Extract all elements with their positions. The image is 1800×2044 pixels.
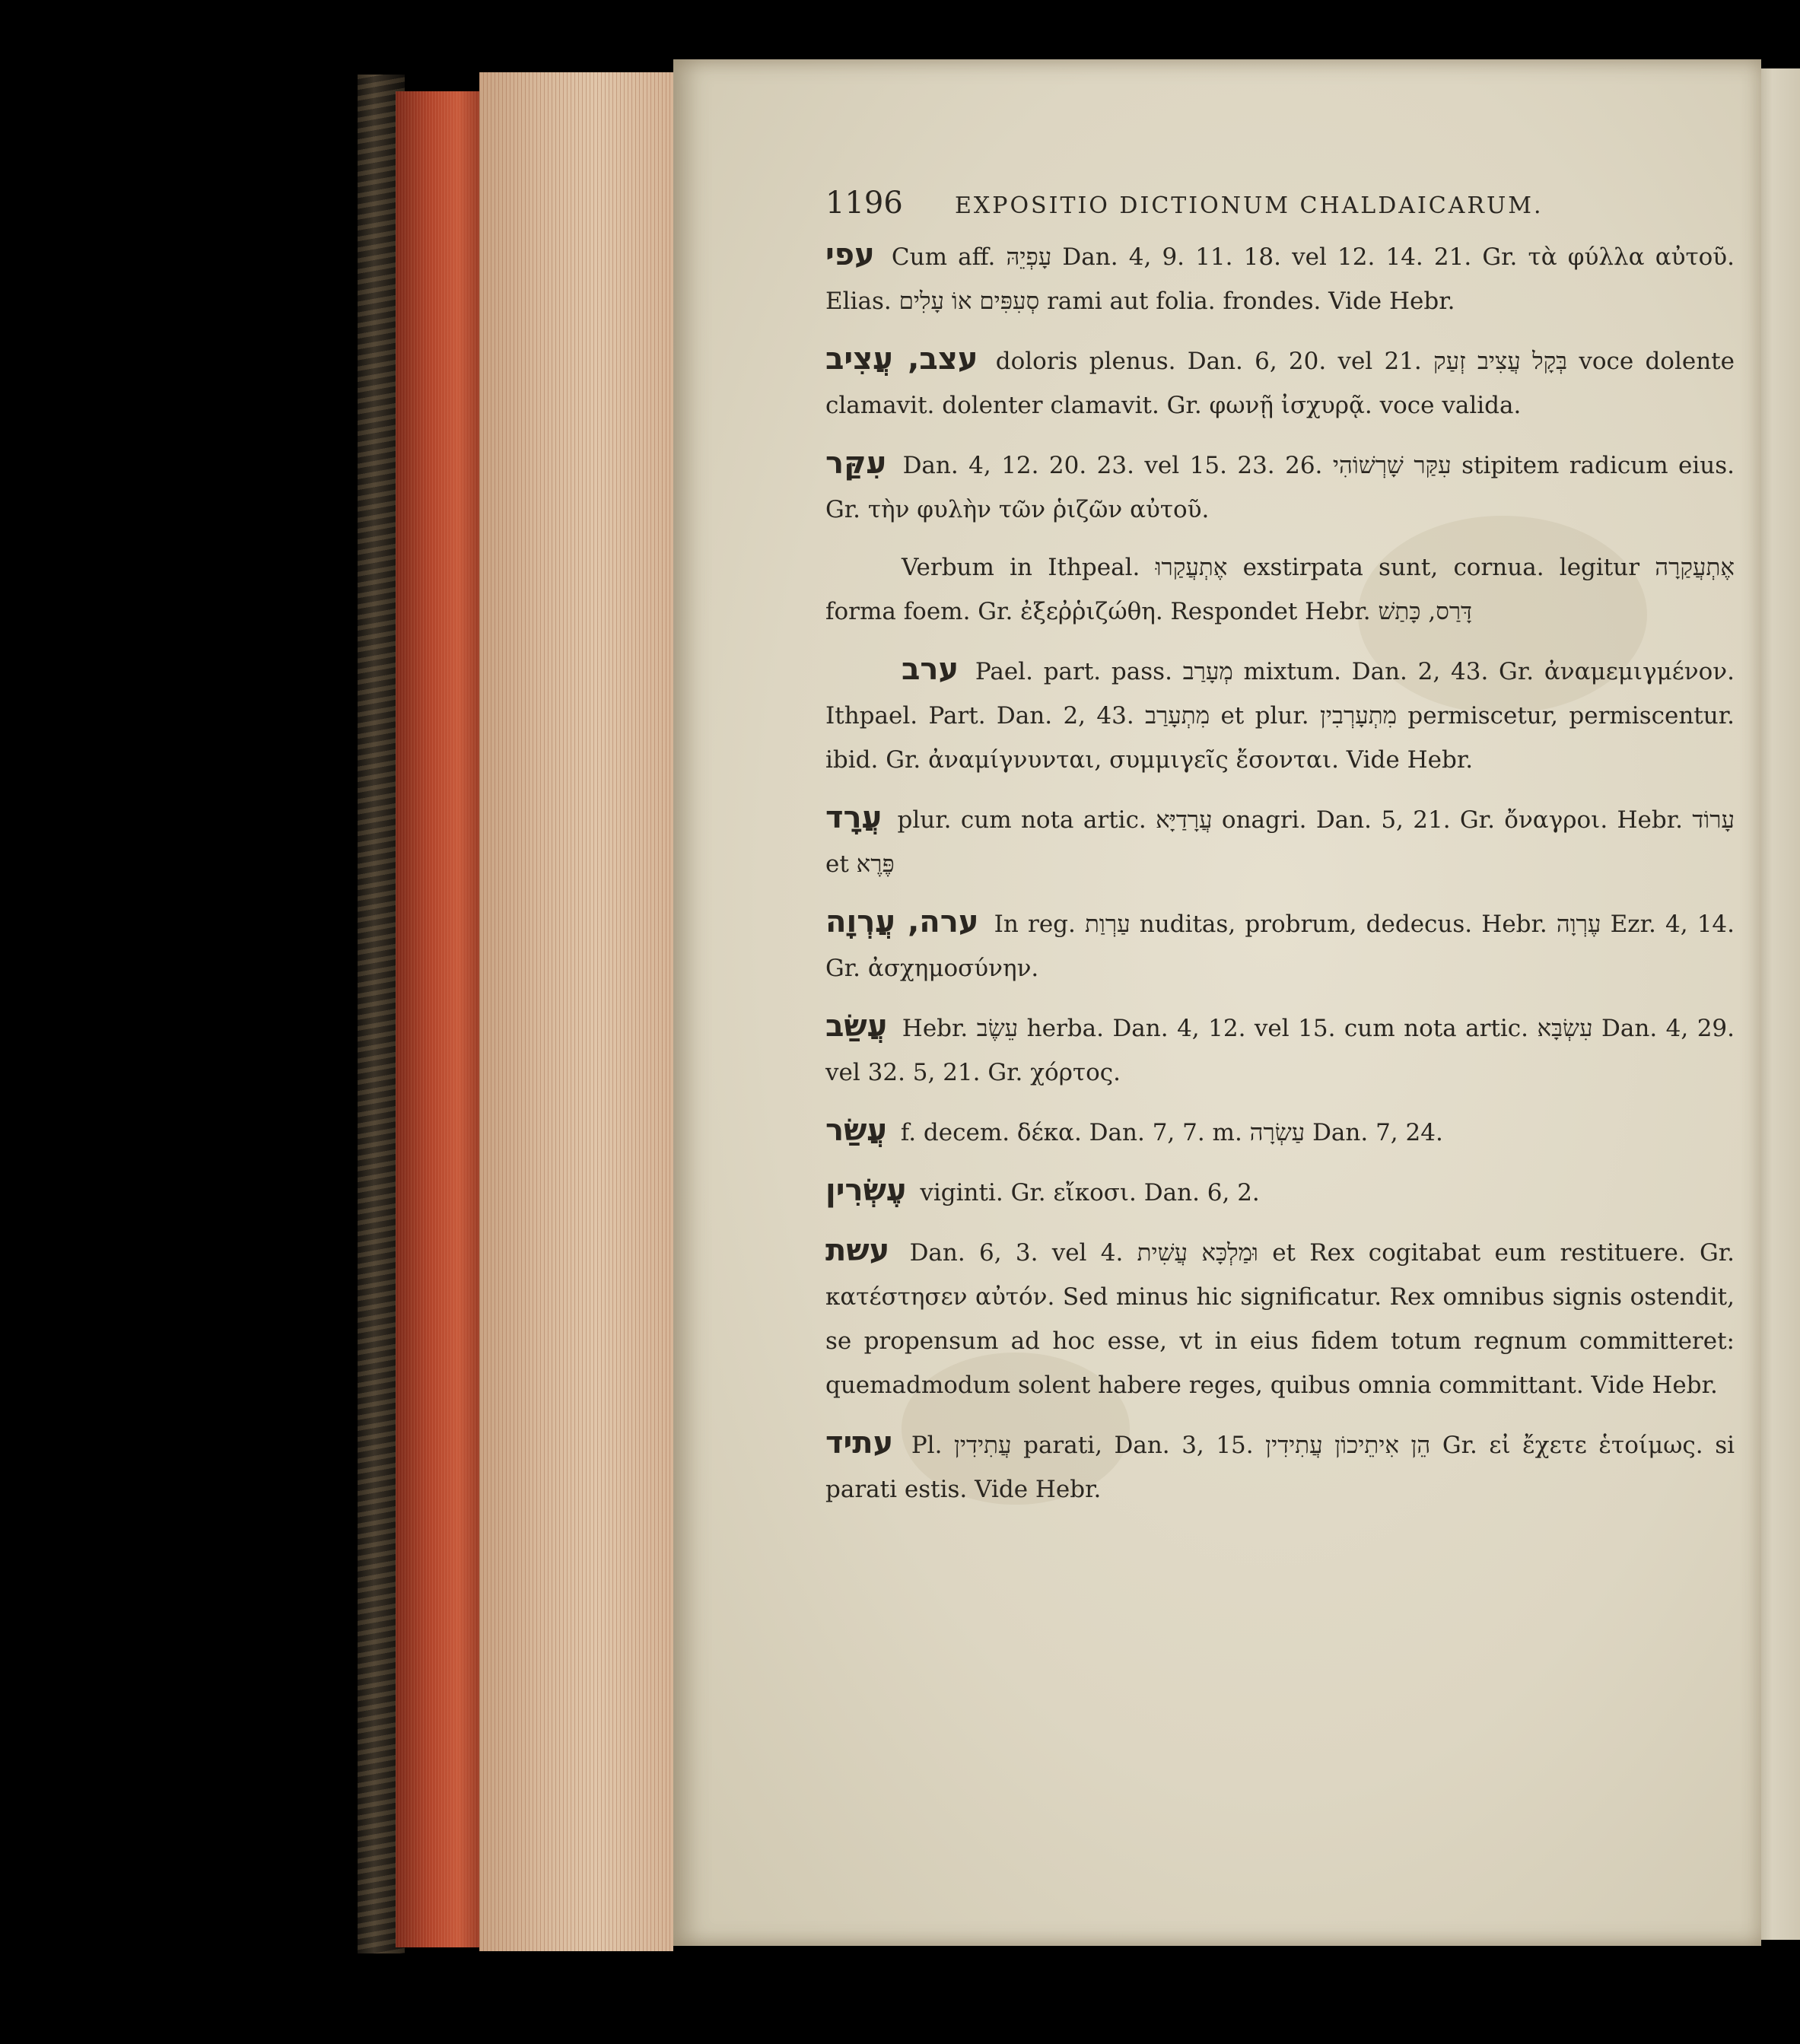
entry-text: In reg. עַרְוַת nuditas, probrum, dedecus. Hebr. עֶרְוָה Ezr. 4, 14. Gr. ἀσχημοσύνην. [825, 911, 1735, 982]
entry-text: f. decem. δέκα. Dan. 7, 7. m. עַשְׂרָה Dan. 7, 24. [900, 1119, 1443, 1146]
dictionary-entry [825, 545, 1735, 634]
entry-text: Pl. עֲתִידִין parati, Dan. 3, 15. הֵן אִיתֵיכוֹן עֲתִידִין Gr. εἰ ἔχετε ἑτοίμως. si parati estis. Vide Hebr. [825, 1432, 1735, 1503]
entry-headword: עתיד [825, 1426, 894, 1461]
page-number: 1196 [825, 186, 903, 221]
entry-text: Pael. part. pass. מְעָרַב mixtum. Dan. 2, 43. Gr. ἀναμεμιγμένον. Ithpael. Part. Dan. 2, 43. מִתְעָרַב et plur. מִתְעָרְבִין permiscetur, permiscentur. ibid. Gr. ἀναμίγνυνται, συμμιγεῖς ἔσονται. Vide Hebr. [825, 658, 1735, 774]
dictionary-entry [825, 441, 1735, 532]
entry-headword: ערה, עֲרְוָה [825, 904, 979, 939]
entry-text: Dan. 6, 3. vel 4. וּמַלְכָּא עֲשִׁית et Rex cogitabat eum restituere. Gr. κατέστησεν αὐτόν. Sed minus hic significatur. Rex omnibus signis ostendit, se propensum ad hoc esse, vt in eius fidem totum regnum committeret: quemadmodum solent habere reges, quibus omnia committant. Vide Hebr. [825, 1239, 1735, 1399]
entry-text: Verbum in Ithpeal. אֶתְעֲקַרוּ exstirpata sunt, cornua. legitur אֶתְעֲקַרָה forma foem. Gr. ἐξεῤῥιζώθη. Respondet Hebr. דָּרַס, כָּתַשׁ [825, 554, 1735, 625]
entry-text: Hebr. עֵשֶׂב herba. Dan. 4, 12. vel 15. cum nota artic. עִשְׂבָּא Dan. 4, 29. vel 32. 5, 21. Gr. χόρτος. [825, 1015, 1735, 1086]
dictionary-entry [825, 900, 1735, 990]
running-title: EXPOSITIO DICTIONUM CHALDAICARUM. [955, 192, 1544, 219]
book-red-page-edge [396, 91, 485, 1947]
entry-text: Cum aff. עָפְיֵהּ Dan. 4, 9. 11. 18. vel 12. 14. 21. Gr. τὰ φύλλα αὐτοῦ. Elias. סְעִפִּים אוֹ עָלִים rami aut folia. frondes. Vide Hebr. [825, 243, 1735, 315]
entry-text: doloris plenus. Dan. 6, 20. vel 21. בְּקָל עֲצִיב זְעַק voce dolente clamavit. dolenter clamavit. Gr. φωνῇ ἰσχυρᾷ. voce valida. [825, 348, 1735, 419]
dictionary-entry [825, 337, 1735, 428]
entry-text: plur. cum nota artic. עֲרָדַיָּא onagri. Dan. 5, 21. Gr. ὄναγροι. Hebr. עָרוֹד et פֶּרֶא [825, 806, 1735, 878]
page-text [825, 181, 1735, 1525]
entry-text: Dan. 4, 12. 20. 23. vel 15. 23. 26. עִקַּר שָׁרְשׁוֹהִי stipitem radicum eius. Gr. τὴν φυλὴν τῶν ῥιζῶν αὐτοῦ. [825, 452, 1735, 523]
dictionary-entry [825, 1229, 1735, 1407]
dictionary-entry [825, 1421, 1735, 1512]
entry-headword: ערב [902, 652, 959, 687]
entry-headword: עשת [825, 1233, 890, 1268]
entry-headword: עֲשַׂב [825, 1009, 888, 1044]
dictionary-entry [825, 796, 1735, 886]
dictionary-entry [825, 1004, 1735, 1095]
page-header [825, 181, 1735, 228]
entry-headword: עִקַּר [825, 446, 887, 481]
entry-headword: עֲשַׂר [825, 1113, 887, 1148]
dictionary-entry [825, 647, 1735, 782]
entry-headword: עפי [825, 237, 875, 272]
dictionary-entry [825, 233, 1735, 323]
dictionary-entry [825, 1168, 1735, 1215]
entry-text: viginti. Gr. εἴκοσι. Dan. 6, 2. [920, 1179, 1260, 1206]
entry-headword: עֲרָד [825, 800, 883, 835]
book-page-block [479, 72, 673, 1951]
page-block-texture [479, 72, 673, 1951]
book-page [673, 59, 1761, 1946]
entry-headword: עֶשְׂרִין [825, 1173, 907, 1208]
red-edge-texture [396, 91, 485, 1947]
dictionary-entry [825, 1108, 1735, 1155]
entry-headword: עצב, עֲצִיב [825, 342, 978, 377]
